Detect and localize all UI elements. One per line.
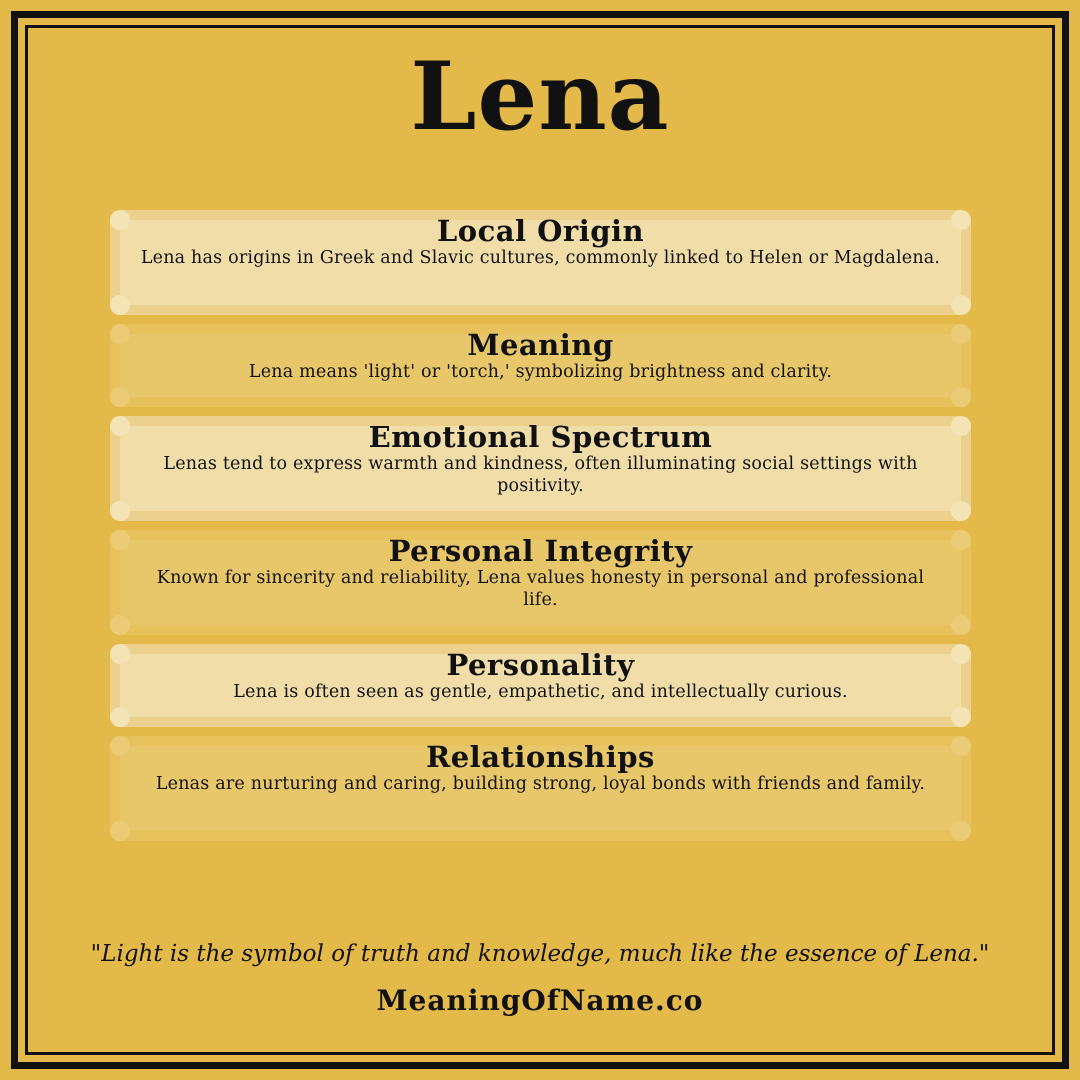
card-heading: Meaning [467,328,614,362]
corner-dot [110,821,130,841]
card-heading: Personality [446,648,635,682]
brand-name: MeaningOfName.co [376,984,704,1017]
card-text: Lena has origins in Greek and Slavic cultures, commonly linked to Helen or Magdalena. [140,248,941,268]
corner-dot [110,501,130,521]
card-local-origin [110,210,971,315]
card-relationships [110,736,971,841]
card-personality [110,644,971,727]
corner-dot [110,295,130,315]
name-title: Lena [410,42,670,152]
corner-dot [110,707,130,727]
corner-dot [951,501,971,521]
card-heading: Emotional Spectrum [368,420,713,454]
corner-dot [951,615,971,635]
corner-dot [951,821,971,841]
card-text: Lena means 'light' or 'torch,' symbolizing brightness and clarity. [248,362,833,382]
corner-dot [951,707,971,727]
corner-dot [110,615,130,635]
card-heading: Relationships [426,740,655,774]
corner-dot [110,387,130,407]
card-meaning [110,324,971,407]
corner-dot [951,387,971,407]
corner-dot [951,295,971,315]
card-personal-integrity [110,530,971,635]
card-text: Lenas are nurturing and caring, building strong, loyal bonds with friends and family. [155,774,926,794]
card-text: Lena is often seen as gentle, empathetic, and intellectually curious. [233,682,848,702]
card-heading: Local Origin [436,214,645,248]
card-text: Known for sincerity and reliability, Lena values honesty in personal and professional life. [156,568,925,610]
card-heading: Personal Integrity [388,534,693,568]
card-emotional-spectrum [110,416,971,521]
card-text: Lenas tend to express warmth and kindness, often illuminating social settings with positivity. [163,454,918,496]
quote: "Light is the symbol of truth and knowledge, much like the essence of Lena." [90,941,990,967]
quote-text: Light is the symbol of truth and knowledge, much like the essence of Lena. [101,941,979,967]
